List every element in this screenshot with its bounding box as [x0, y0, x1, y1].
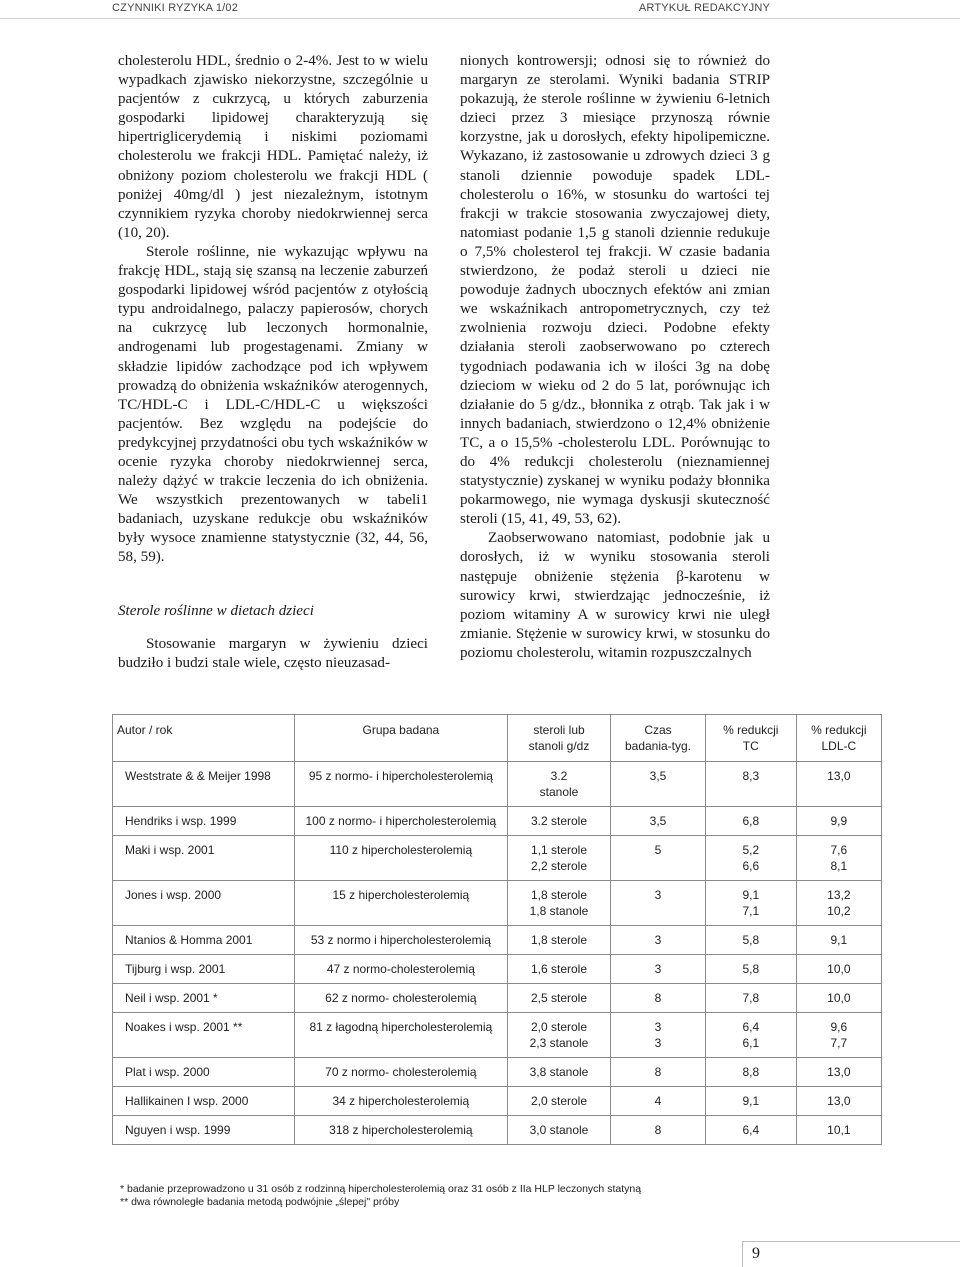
cell-tc: 8,3 [705, 762, 796, 807]
paragraph: Sterole roślinne, nie wykazując wpływu na frakcję HDL, stają się szansą na leczenie zaburzeń gospodarki lipidowej wśród pacjentów z otyłością typu androidalnego, palaczy papierosów, chorych na cukrzycę lub leczonych hormonalnie, androgenami lub progestagenami. Zmiany w składzie lipidów zachodzące pod ich wpływem prowadzą do obniżenia wskaźników aterogennych, TC/HDL-C i LDL-C/HDL-C u większości pacjentów. Bez względu na podejście do predykcyjnej przydatności obu tych wskaźników w ocenie ryzyka choroby niedokrwiennej serca, należy dążyć w trakcie leczenia do ich obniżenia. We wszystkich prezentowanych w tabeli1 badaniach, uzyskane redukcje obu wskaźników były wysoce znamienne statystycznie (32, 44, 56, 58, 59). [118, 243, 428, 566]
cell-ldl: 13,0 [796, 1087, 881, 1116]
cell-group: 95 z normo- i hipercholesterolemią [294, 762, 507, 807]
cell-ldl: 7,6 8,1 [796, 836, 881, 881]
cell-tc: 5,2 6,6 [705, 836, 796, 881]
table-row [113, 1013, 882, 1058]
cell-tc: 6,4 6,1 [705, 1013, 796, 1058]
table-row [113, 881, 882, 926]
cell-duration: 3 [611, 955, 706, 984]
cell-tc: 5,8 [705, 926, 796, 955]
cell-ldl: 10,0 [796, 955, 881, 984]
cell-ldl: 13,2 10,2 [796, 881, 881, 926]
footnote: ** dwa równoległe badania metodą podwójnie „ślepej" próby [120, 1196, 400, 1208]
cell-dose: 1,1 sterole 2,2 sterole [507, 836, 610, 881]
cell-ldl: 9,9 [796, 807, 881, 836]
cell-ldl: 10,0 [796, 984, 881, 1013]
page-number: 9 [752, 1245, 760, 1262]
cell-ldl: 13,0 [796, 762, 881, 807]
cell-duration: 3,5 [611, 762, 706, 807]
cell-ldl: 9,6 7,7 [796, 1013, 881, 1058]
cell-duration: 8 [611, 984, 706, 1013]
cell-duration: 3 3 [611, 1013, 706, 1058]
cell-dose: 2,0 sterole 2,3 stanole [507, 1013, 610, 1058]
cell-group: 110 z hipercholesterolemią [294, 836, 507, 881]
table-row [113, 1058, 882, 1087]
table-footnotes [120, 1183, 641, 1209]
cell-author: Ntanios & Homma 2001 [113, 926, 295, 955]
table-row [113, 984, 882, 1013]
cell-dose: 3,8 stanole [507, 1058, 610, 1087]
cell-group: 100 z normo- i hipercholesterolemią [294, 807, 507, 836]
paragraph: cholesterolu HDL, średnio o 2-4%. Jest to w wielu wypadkach zjawisko niekorzystne, szczególnie u pacjentów z cukrzycą, u których zaburzenia gospodarki lipidowej charakteryzują się hipertriglicerydemią i niskimi poziomami cholesterolu we frakcji HDL. Pamiętać należy, iż obniżony poziom cholesterolu we frakcji HDL ( poniżej 40mg/dl ) jest niezależnym, istotnym czynnikiem ryzyka choroby niedokrwiennej serca (10, 20). [118, 53, 428, 241]
cell-ldl: 10,1 [796, 1116, 881, 1145]
table-row [113, 762, 882, 807]
paragraph: Stosowanie margaryn w żywieniu dzieci budziło i budzi stale wiele, często nieuzasad- [118, 635, 428, 671]
cell-dose: 1,6 sterole [507, 955, 610, 984]
cell-dose: 3,0 stanole [507, 1116, 610, 1145]
paragraph: Zaobserwowano natomiast, podobnie jak u dorosłych, iż w wyniku stosowania steroli następuje obniżenie stężenia β-karotenu w surowicy krwi, stwierdzając jednocześnie, iż poziom witaminy A w surowicy krwi nie uległ zmianie. Stężenie w surowicy krwi, w stosunku do poziomu cholesterolu, witamin rozpuszczalnych [460, 530, 770, 661]
cell-author: Hallikainen I wsp. 2000 [113, 1087, 295, 1116]
cell-tc: 9,1 [705, 1087, 796, 1116]
cell-duration: 4 [611, 1087, 706, 1116]
cell-group: 318 z hipercholesterolemią [294, 1116, 507, 1145]
cell-author: Weststrate & & Meijer 1998 [113, 762, 295, 807]
results-table [112, 714, 882, 1145]
cell-dose: 2,5 sterole [507, 984, 610, 1013]
paragraph: nionych kontrowersji; odnosi się to również do margaryn ze sterolami. Wyniki badania STRIP pokazują, że sterole roślinne w żywieniu 6-letnich dzieci przez 3 miesiące przynoszą równie korzystne, jak u dorosłych, efekty hipolipemiczne. Wykazano, iż zastosowanie u zdrowych dzieci 3 g stanoli dziennie powoduje spadek LDL-cholesterolu o 16%, w stosunku do wartości tej frakcji w trakcie stosowania zwyczajowej diety, natomiast podanie 1,5 g stanoli dziennie redukuje o 7,5% cholesterol tej frakcji. W czasie badania stwierdzono, że podaż steroli u dzieci nie powoduje żadnych ubocznych efektów ani zmian we wskaźnikach antropometrycznych, czy też zwolnienia rozwoju dzieci. Podobne efekty działania steroli zaobserwowano po czterech tygodniach podawania ich w ilości 3g na dobę dzieciom w wieku od 2 do 5 lat, porównując ich działanie do 5 g/dz., błonnika z otrąb. Tak jak i w innych badaniach, stwierdzono o 12,4% obniżenie TC, a o 15,5% -cholesterolu LDL. Porównując to do 4% redukcji cholesterolu (nieznamiennej statystycznie) zyskanej w wyniku podaży błonnika pokarmowego, nie wymaga dyskusji skuteczność steroli (15, 41, 49, 53, 62). [460, 53, 770, 528]
cell-tc: 7,8 [705, 984, 796, 1013]
cell-tc: 9,1 7,1 [705, 881, 796, 926]
cell-author: Plat i wsp. 2000 [113, 1058, 295, 1087]
cell-group: 62 z normo- cholesterolemią [294, 984, 507, 1013]
header-group: Grupa badana [294, 715, 507, 762]
table-row [113, 955, 882, 984]
cell-tc: 6,4 [705, 1116, 796, 1145]
cell-author: Jones i wsp. 2000 [113, 881, 295, 926]
left-text-column [118, 52, 428, 673]
cell-duration: 8 [611, 1116, 706, 1145]
header-tc-reduction: % redukcji TC [705, 715, 796, 762]
cell-author: Maki i wsp. 2001 [113, 836, 295, 881]
table-row [113, 926, 882, 955]
cell-duration: 8 [611, 1058, 706, 1087]
table-row [113, 1087, 882, 1116]
cell-tc: 6,8 [705, 807, 796, 836]
cell-group: 34 z hipercholesterolemią [294, 1087, 507, 1116]
table-header-row [113, 715, 882, 762]
cell-author: Tijburg i wsp. 2001 [113, 955, 295, 984]
cell-dose: 3.2 sterole [507, 807, 610, 836]
section-heading: Sterole roślinne w dietach dzieci [118, 602, 314, 619]
cell-group: 53 z normo i hipercholesterolemią [294, 926, 507, 955]
header-article-type: ARTYKUŁ REDAKCYJNY [638, 2, 770, 14]
cell-author: Hendriks i wsp. 1999 [113, 807, 295, 836]
cell-group: 47 z normo-cholesterolemią [294, 955, 507, 984]
header-ldl-reduction: % redukcji LDL-C [796, 715, 881, 762]
footnote: * badanie przeprowadzono u 31 osób z rodzinną hipercholesterolemią oraz 31 osób z IIa HLP leczonych statyną [120, 1183, 642, 1195]
cell-duration: 3,5 [611, 807, 706, 836]
cell-duration: 5 [611, 836, 706, 881]
cell-author: Noakes i wsp. 2001 ** [113, 1013, 295, 1058]
cell-group: 70 z normo- cholesterolemią [294, 1058, 507, 1087]
page-number-box [742, 1241, 960, 1267]
cell-duration: 3 [611, 926, 706, 955]
header-duration: Czas badania-tyg. [611, 715, 706, 762]
table-row [113, 807, 882, 836]
cell-ldl: 9,1 [796, 926, 881, 955]
cell-tc: 5,8 [705, 955, 796, 984]
cell-author: Neil i wsp. 2001 * [113, 984, 295, 1013]
header-journal-section: CZYNNIKI RYZYKA 1/02 [112, 2, 239, 14]
cell-group: 15 z hipercholesterolemią [294, 881, 507, 926]
header-dose: steroli lub stanoli g/dz [507, 715, 610, 762]
cell-dose: 1,8 sterole [507, 926, 610, 955]
cell-dose: 1,8 sterole 1,8 stanole [507, 881, 610, 926]
table-row [113, 1116, 882, 1145]
cell-group: 81 z łagodną hipercholesterolemią [294, 1013, 507, 1058]
cell-ldl: 13,0 [796, 1058, 881, 1087]
running-header [0, 0, 960, 19]
header-author: Autor / rok [113, 715, 295, 762]
cell-author: Nguyen i wsp. 1999 [113, 1116, 295, 1145]
cell-duration: 3 [611, 881, 706, 926]
cell-dose: 2,0 sterole [507, 1087, 610, 1116]
right-text-column [460, 52, 770, 663]
cell-tc: 8,8 [705, 1058, 796, 1087]
table-row [113, 836, 882, 881]
cell-dose: 3.2 stanole [507, 762, 610, 807]
